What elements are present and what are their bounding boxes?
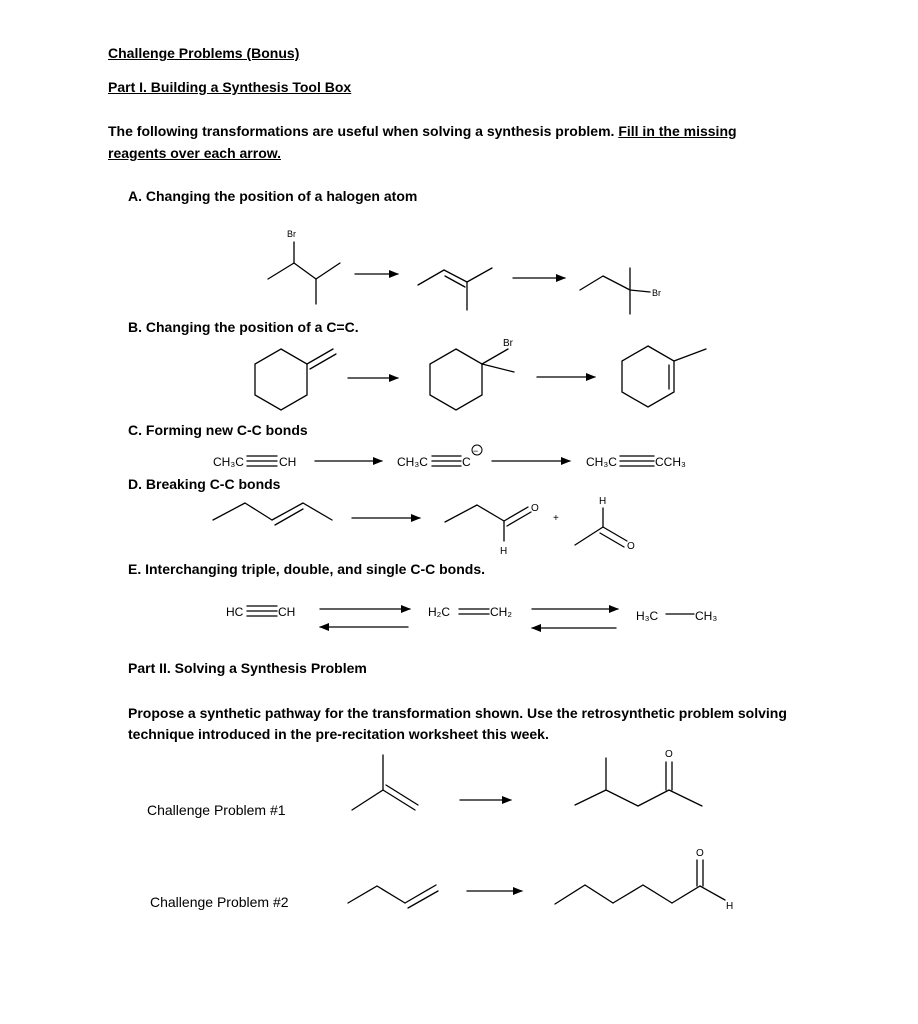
label-acetylene-right: CH	[278, 605, 296, 619]
part2-title: Part II. Solving a Synthesis Problem	[128, 660, 367, 676]
label-o-d2: O	[627, 541, 635, 552]
challenge-2-product	[555, 860, 725, 904]
section-b-bromide	[430, 349, 514, 410]
section-a-reactant	[268, 242, 340, 304]
part2-instructions-line1: Propose a synthetic pathway for the transformation shown. Use the retrosynthetic problem solving	[128, 705, 787, 721]
part2-instructions-line2: technique introduced in the pre-recitation worksheet this week.	[128, 726, 549, 742]
label-product-right: CCH₃	[655, 455, 686, 469]
section-e-heading: E. Interchanging triple, double, and single C-C bonds.	[128, 561, 486, 577]
label-negative-charge: −	[473, 446, 479, 456]
label-plus: +	[553, 513, 559, 524]
label-h-cp2: H	[726, 901, 734, 912]
label-h-d2: H	[599, 496, 607, 507]
label-product-left: CH₃C	[586, 455, 617, 469]
label-ethylene-left: H₂C	[428, 605, 450, 619]
challenge-1-reactant	[352, 755, 418, 810]
label-propyne-right: CH	[279, 455, 297, 469]
label-ethane-left: H₃C	[636, 609, 659, 623]
intro-text-c: reagents over each arrow.	[108, 145, 282, 161]
challenge-problem-2-label: Challenge Problem #2	[150, 894, 289, 910]
section-c-heading: C. Forming new C-C bonds	[128, 422, 308, 438]
section-d-heading: D. Breaking C-C bonds	[128, 476, 281, 492]
section-d-aldehyde-1	[445, 505, 531, 541]
section-c-product-triple-bond	[620, 456, 654, 466]
section-c-propyne-triple-bond	[247, 456, 277, 466]
section-e-ethylene-double-bond	[459, 609, 489, 614]
label-ethane-right: CH₃	[695, 609, 718, 623]
part1-title: Part I. Building a Synthesis Tool Box	[108, 79, 352, 95]
label-o-cp1: O	[665, 749, 673, 760]
label-o-cp2: O	[696, 848, 704, 859]
section-e-acetylene-triple-bond	[247, 606, 277, 616]
page-title: Challenge Problems (Bonus)	[108, 45, 300, 61]
section-d-aldehyde-2	[575, 508, 627, 547]
challenge-2-reactant	[348, 885, 438, 908]
label-br-b2: Br	[503, 338, 513, 349]
label-propyne-left: CH₃C	[213, 455, 244, 469]
section-a-product	[580, 268, 650, 314]
section-c-acetylide-triple-bond	[432, 456, 461, 466]
label-br-a1: Br	[287, 229, 296, 239]
label-o-d1: O	[531, 503, 539, 514]
label-acetylide-right: C	[462, 455, 471, 469]
section-a-alkene	[418, 268, 492, 310]
challenge-problem-1-label: Challenge Problem #1	[147, 802, 286, 818]
label-acetylide-left: CH₃C	[397, 455, 428, 469]
challenge-1-product	[575, 758, 702, 806]
label-acetylene-left: HC	[226, 605, 244, 619]
label-ethylene-right: CH₂	[490, 605, 512, 619]
section-b-methylcyclohexene	[622, 346, 706, 407]
section-a-heading: A. Changing the position of a halogen atom	[128, 188, 418, 204]
label-h-d1: H	[500, 546, 508, 557]
intro-text-b: Fill in the missing	[618, 123, 737, 139]
section-b-methylenecyclohexane	[255, 349, 336, 410]
section-d-alkene	[213, 503, 332, 525]
section-b-heading: B. Changing the position of a C=C.	[128, 319, 359, 335]
label-br-a3: Br	[652, 288, 661, 298]
intro-text-a: The following transformations are useful when solving a synthesis problem.	[108, 123, 615, 139]
